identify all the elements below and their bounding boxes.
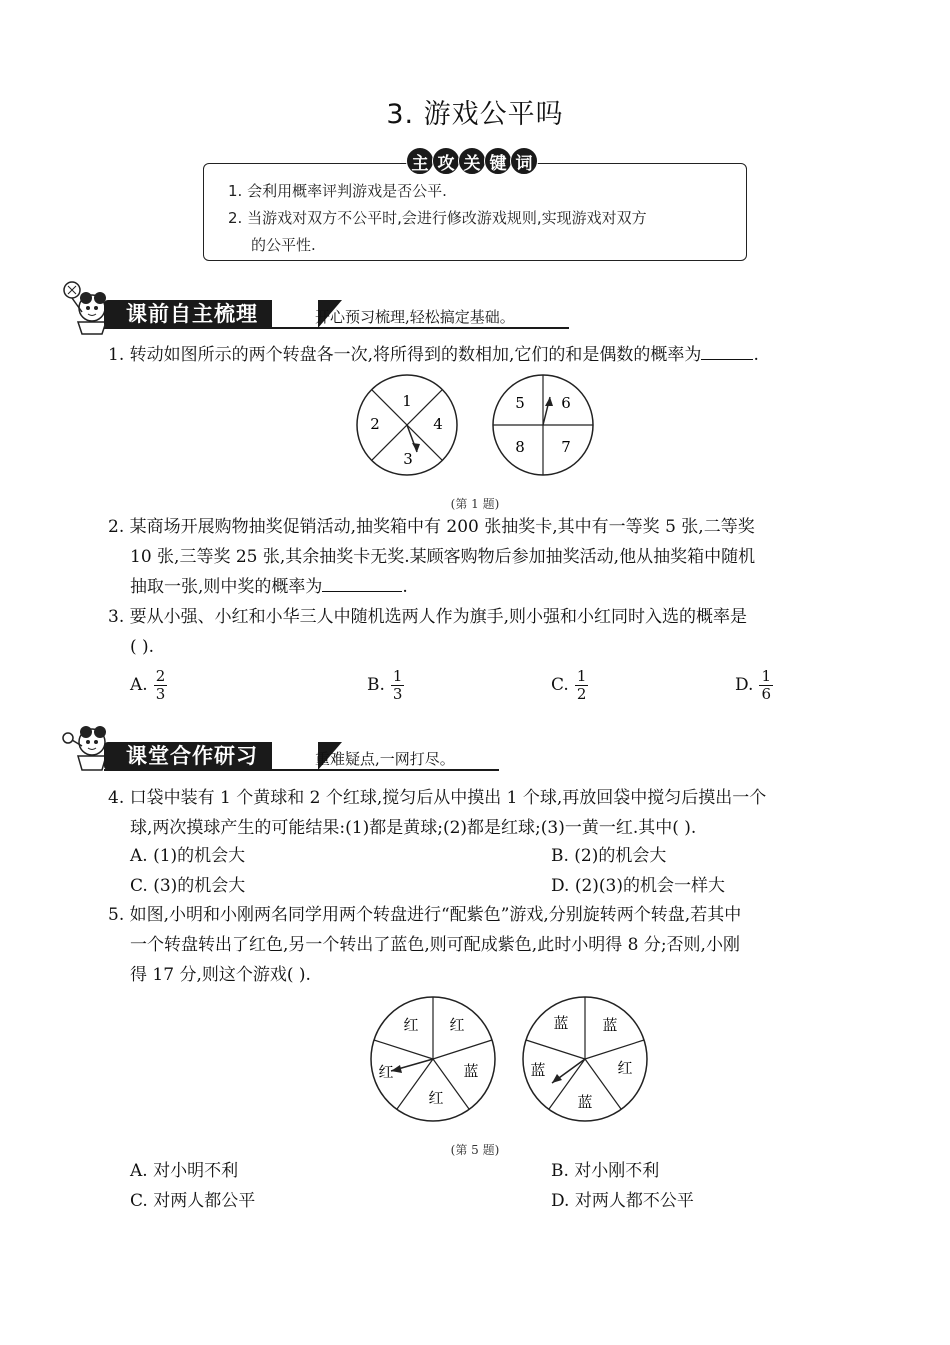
option-c[interactable]: C. 对两人都公平 [130, 1191, 256, 1211]
sector-label: 8 [515, 438, 525, 456]
figure-caption: (第 1 题) [450, 497, 500, 511]
sector-label: 蓝 [530, 1061, 546, 1079]
figure-caption: (第 5 题) [450, 1143, 500, 1157]
section-heading: 课堂合作研习 [104, 742, 272, 770]
section-subtitle: 开心预习梳理,轻松搞定基础。 [315, 308, 515, 326]
answer-blank[interactable] [322, 573, 402, 592]
spinner-red [371, 997, 495, 1121]
spinner-1 [357, 375, 457, 475]
question-4: 4. 口袋中装有 1 个黄球和 2 个红球,搅匀后从中摸出 1 个球,再放回袋中搅匀后摸出一个 球,两次摸球产生的可能结果:(1)都是黄球;(2)都是红球;(3)一黄一红.其中( ). [108, 788, 767, 838]
sector-label: 3 [403, 450, 413, 468]
badge-char: 关 [458, 147, 486, 175]
sector-label: 红 [617, 1059, 633, 1077]
option-a[interactable]: A. $\frac{2}{3}$ [130, 667, 166, 703]
sector-label: 红 [403, 1016, 419, 1034]
key-point-2-cont: 的公平性. [251, 236, 316, 254]
option-d[interactable]: D. $\frac{1}{6}$ [735, 667, 771, 703]
sector-label: 蓝 [553, 1014, 569, 1032]
answer-blank[interactable] [701, 341, 753, 360]
question-5: 5. 如图,小明和小刚两名同学用两个转盘进行“配紫色”游戏,分别旋转两个转盘,若其中 一个转盘转出了红色,另一个转出了蓝色,则可配成紫色,此时小明得 8 分;否则,小刚 得 17 分,则这个游戏( ). [108, 905, 742, 985]
option-c[interactable]: C. (3)的机会大 [130, 876, 246, 896]
sector-label: 蓝 [577, 1093, 593, 1111]
sector-label: 1 [402, 392, 412, 410]
sector-label: 6 [561, 394, 571, 412]
sector-label: 2 [370, 415, 380, 433]
spinner-blue [523, 997, 647, 1121]
spinner-2 [493, 375, 593, 475]
section-heading: 课前自主梳理 [104, 300, 272, 328]
question-2: 2. 某商场开展购物抽奖促销活动,抽奖箱中有 200 张抽奖卡,其中有一等奖 5 张,二等奖 10 张,三等奖 25 张,其余抽奖卡无奖.某顾客购物后参加抽奖活动,他从抽奖箱中随机 抽取一张,则中奖的概率为 . [108, 517, 756, 597]
question-3: 3. 要从小强、小红和小华三人中随机选两人作为旗手,则小强和小红同时入选的概率是 ( ). [108, 607, 748, 657]
badge-char: 词 [510, 147, 538, 175]
section-header-preview [60, 298, 570, 330]
sector-label: 蓝 [463, 1062, 479, 1080]
option-b[interactable]: B. (2)的机会大 [551, 846, 667, 866]
sector-label: 红 [449, 1016, 465, 1034]
sector-label: 7 [561, 438, 571, 456]
q1-spinners [350, 372, 600, 482]
key-point-2: 2. 当游戏对双方不公平时,会进行修改游戏规则,实现游戏对双方 [228, 209, 647, 227]
sector-label: 4 [433, 415, 443, 433]
badge-char: 攻 [432, 147, 460, 175]
sector-label: 红 [428, 1089, 444, 1107]
option-d[interactable]: D. 对两人都不公平 [551, 1191, 694, 1211]
page-title: 3. 游戏公平吗 [386, 99, 564, 130]
option-b[interactable]: B. 对小刚不利 [551, 1161, 660, 1181]
option-b[interactable]: B. $\frac{1}{3}$ [367, 667, 403, 703]
option-a[interactable]: A. (1)的机会大 [130, 846, 246, 866]
section-header-class [60, 740, 500, 772]
key-points-badge [406, 147, 536, 175]
option-c[interactable]: C. $\frac{1}{2}$ [551, 667, 587, 703]
sector-label: 蓝 [602, 1016, 618, 1034]
q5-spinners [365, 995, 660, 1130]
sector-label: 5 [515, 394, 525, 412]
key-point-1: 1. 会利用概率评判游戏是否公平. [228, 182, 447, 200]
option-d[interactable]: D. (2)(3)的机会一样大 [551, 876, 725, 896]
question-1: 1. 转动如图所示的两个转盘各一次,将所得到的数相加,它们的和是偶数的概率为 . [108, 340, 759, 370]
option-a[interactable]: A. 对小明不利 [130, 1161, 239, 1181]
badge-char: 主 [406, 147, 434, 175]
badge-char: 键 [484, 147, 512, 175]
sector-label: 红 [378, 1063, 394, 1081]
section-subtitle: 重难疑点,一网打尽。 [315, 750, 455, 768]
